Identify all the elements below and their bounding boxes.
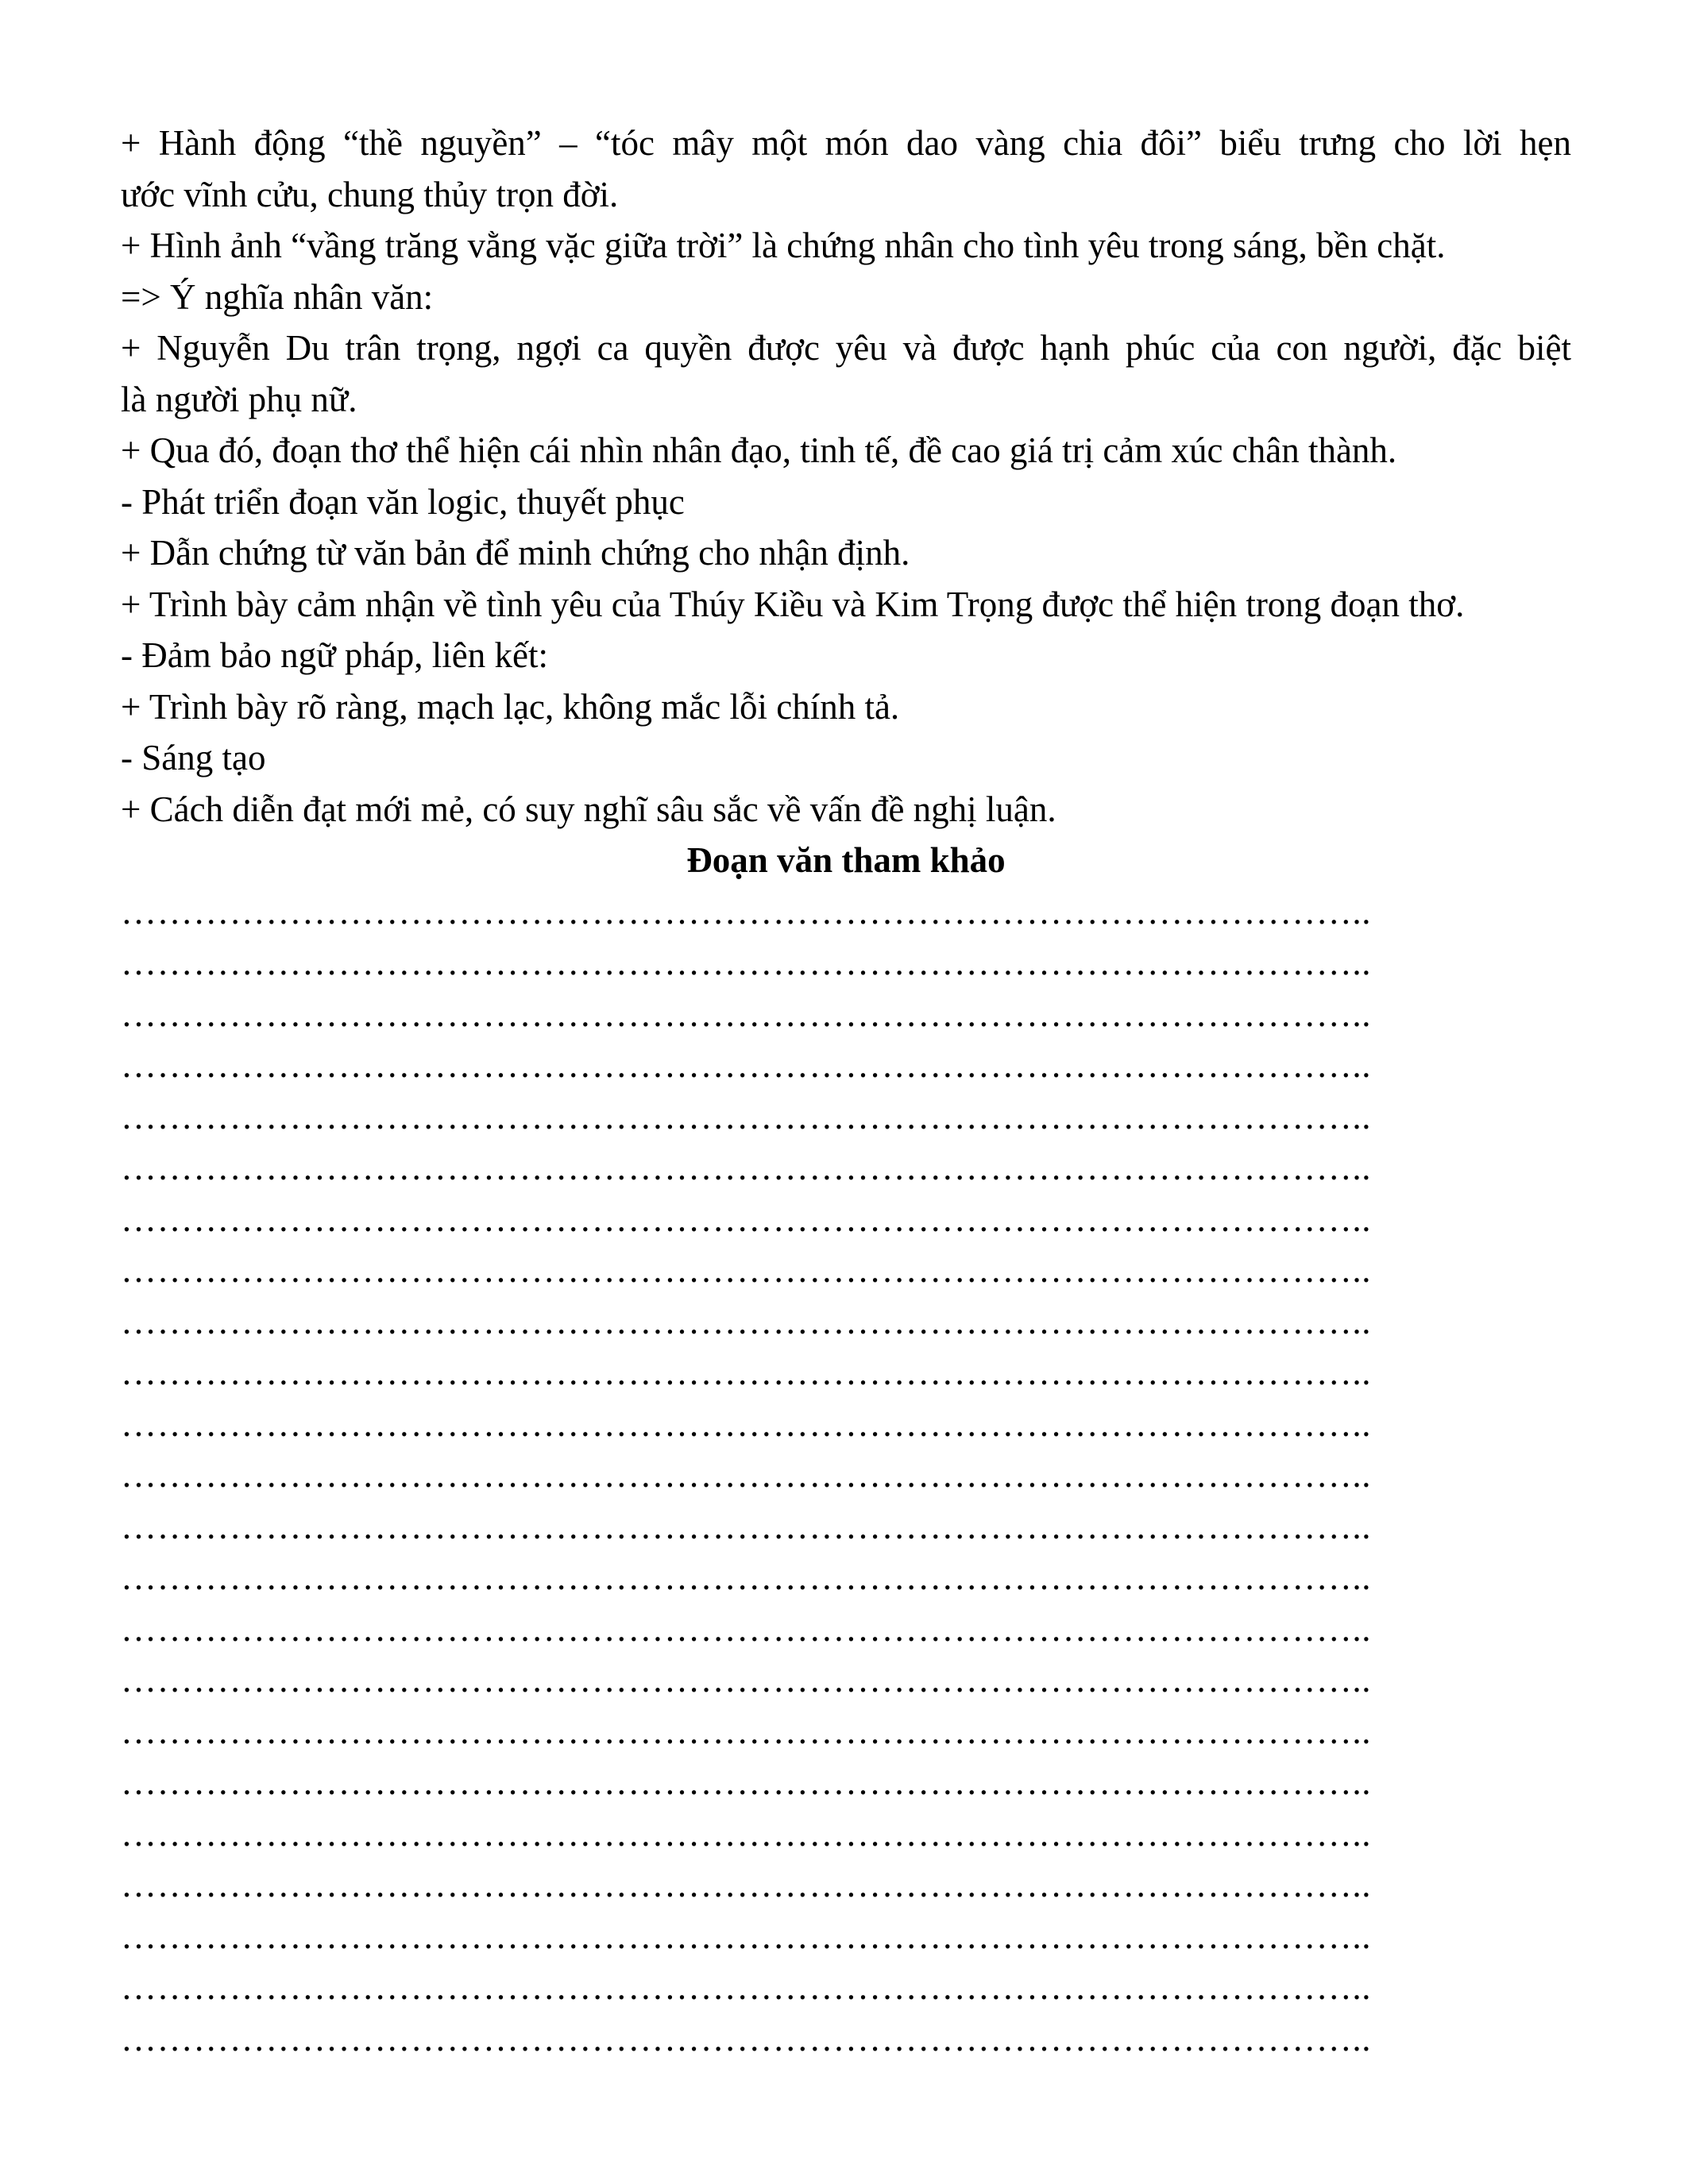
dotted-line: ………………………………………………………………………………………….. [121,2018,1372,2059]
writing-area [121,886,1571,2065]
text-line: + Trình bày rõ ràng, mạch lạc, không mắc lỗi chính tả. [121,686,900,727]
dotted-line: ………………………………………………………………………………………….. [121,1711,1372,1751]
dotted-line: ………………………………………………………………………………………….. [121,1148,1372,1187]
dotted-line: ………………………………………………………………………………………….. [121,994,1372,1034]
text-line: + Hình ảnh “vầng trăng vằng vặc giữa trời” là chứng nhân cho tình yêu trong sáng, bền chặt. [121,226,1446,265]
text-line: - Đảm bảo ngữ pháp, liên kết: [121,635,549,675]
dotted-line: ………………………………………………………………………………………….. [121,1455,1372,1495]
text-line: ước vĩnh cửu, chung thủy trọn đời. [121,174,619,214]
text-line: + Trình bày cảm nhận về tình yêu của Thúy Kiều và Kim Trọng được thể hiện trong đoạn thơ. [121,584,1465,624]
dotted-line: ………………………………………………………………………………………….. [121,1403,1372,1444]
section-title: Đoạn văn tham khảo [686,840,1006,880]
text-line: => Ý nghĩa nhân văn: [121,276,434,317]
dotted-line: ………………………………………………………………………………………….. [121,1352,1372,1392]
dotted-line: ………………………………………………………………………………………….. [121,1813,1372,1854]
dotted-line: ………………………………………………………………………………………….. [121,1096,1372,1136]
text-line: là người phụ nữ. [121,379,357,419]
dotted-line: ………………………………………………………………………………………….. [121,1301,1372,1341]
dotted-line: ………………………………………………………………………………………….. [121,891,1372,932]
dotted-line: ………………………………………………………………………………………….. [121,1762,1372,1802]
dotted-line: ………………………………………………………………………………………….. [121,1250,1372,1290]
dotted-line: ………………………………………………………………………………………….. [121,1865,1372,1904]
dotted-line: ………………………………………………………………………………………….. [121,1967,1372,2007]
text-line: + Dẫn chứng từ văn bản để minh chứng cho nhận định. [121,533,910,573]
document-page [121,118,1571,2064]
dotted-line: ………………………………………………………………………………………….. [121,1506,1372,1546]
dotted-line: ………………………………………………………………………………………….. [121,1608,1372,1649]
dotted-line: ………………………………………………………………………………………….. [121,943,1372,982]
text-line: + Nguyễn Du trân trọng, ngợi ca quyền được yêu và được hạnh phúc của con người, đặc biệt [121,328,1571,368]
dotted-line: ………………………………………………………………………………………….. [121,1660,1372,1700]
dotted-line: ………………………………………………………………………………………….. [121,1045,1372,1085]
dotted-line: ………………………………………………………………………………………….. [121,1557,1372,1597]
dotted-line: ………………………………………………………………………………………….. [121,1198,1372,1239]
text-line: - Sáng tạo [121,738,266,778]
text-line: + Hành động “thề nguyền” – “tóc mây một món dao vàng chia đôi” biểu trưng cho lời hẹn [121,123,1571,163]
text-line: + Cách diễn đạt mới mẻ, có suy nghĩ sâu sắc về vấn đề nghị luận. [121,789,1056,829]
text-line: + Qua đó, đoạn thơ thể hiện cái nhìn nhân đạo, tinh tế, đề cao giá trị cảm xúc chân thành. [121,430,1397,470]
text-line: - Phát triển đoạn văn logic, thuyết phục [121,481,685,522]
dotted-line: ………………………………………………………………………………………….. [121,1916,1372,1956]
